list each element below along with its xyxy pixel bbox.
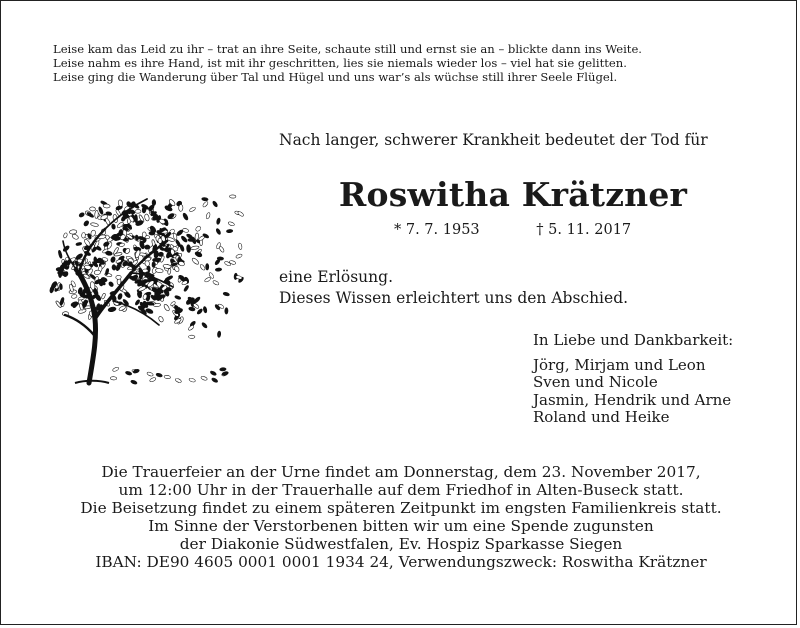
info-line: der Diakonie Südwestfalen, Ev. Hospiz Sparkasse Siegen	[179, 535, 623, 553]
mourner-name: Sven und Nicole	[533, 373, 658, 391]
leaf	[238, 243, 242, 250]
leaf	[94, 293, 102, 301]
leaf	[235, 253, 242, 259]
leaf	[202, 197, 209, 201]
leaf	[149, 377, 156, 383]
leaf	[110, 377, 117, 381]
leaf	[158, 316, 164, 323]
leaf	[117, 293, 123, 300]
leaf	[135, 209, 141, 213]
info-line: Die Beisetzung findet zu einem späteren Zeitpunkt im engsten Familienkreis statt.	[80, 499, 722, 517]
leaf	[194, 251, 202, 258]
leaf	[69, 229, 77, 234]
leaf	[219, 246, 225, 253]
leaf	[189, 206, 196, 212]
leaf	[203, 306, 208, 313]
leaf	[144, 214, 150, 222]
leaf	[175, 378, 182, 384]
leaf	[217, 331, 221, 338]
leaf	[152, 262, 156, 268]
leaf	[215, 268, 222, 272]
leaf	[182, 228, 189, 233]
leaf	[179, 244, 184, 251]
statement-line: Dieses Wissen erleichtert uns den Abschied.	[279, 289, 629, 307]
leaf	[112, 264, 117, 270]
leaf	[174, 295, 181, 300]
windblown-tree-icon	[49, 169, 249, 391]
leaf	[191, 257, 199, 265]
leaf	[222, 371, 229, 376]
leaf	[190, 245, 199, 250]
leaf	[89, 207, 95, 211]
leaf	[125, 371, 132, 376]
leaf	[130, 380, 137, 385]
leaf	[82, 232, 86, 238]
leaf	[101, 293, 106, 300]
leaf	[83, 220, 90, 227]
statement-line: eine Erlösung.	[279, 268, 393, 286]
leaf	[71, 233, 79, 240]
leaf	[78, 212, 85, 218]
mourner-name: Roland und Heike	[533, 408, 670, 426]
leaf	[237, 211, 244, 217]
leaf	[188, 325, 195, 332]
mourners	[533, 332, 733, 427]
leaf	[195, 233, 199, 241]
leaf	[186, 245, 191, 253]
info-line: IBAN: DE90 4605 0001 0001 1934 24, Verwendungszweck: Roswitha Krätzner	[95, 553, 707, 571]
leaf	[149, 231, 155, 235]
leaf	[183, 285, 189, 292]
leaf	[196, 308, 203, 315]
leaf	[206, 212, 211, 219]
poem-line: Leise nahm es ihre Hand, ist mit ihr geschritten, lies sie niemals wieder los – viel hat sie gelitten.	[53, 56, 627, 70]
leaf	[163, 264, 172, 269]
leaf	[116, 275, 122, 279]
birth-date: * 7. 7. 1953	[394, 222, 480, 238]
leaf	[155, 268, 163, 273]
leaf	[179, 204, 183, 211]
leaf	[228, 221, 235, 226]
leaf	[186, 233, 193, 239]
death-date: † 5. 11. 2017	[536, 222, 632, 238]
info-line: um 12:00 Uhr in der Trauerhalle auf dem Friedhof in Alten-Buseck statt.	[118, 481, 684, 499]
leaf	[112, 366, 119, 372]
leaf	[63, 232, 68, 238]
leaf	[212, 280, 219, 286]
poem-line: Leise kam das Leid zu ihr – trat an ihre Seite, schaute still und ernst sie an – blickte dann ins Weite.	[53, 42, 642, 56]
leaf	[202, 201, 209, 208]
leaf	[90, 222, 98, 227]
funeral-info	[1, 463, 800, 571]
leaf	[225, 308, 228, 314]
leaf	[94, 270, 101, 275]
leaf	[176, 229, 184, 236]
leaf	[214, 259, 221, 266]
leaf	[195, 226, 202, 233]
leaf	[108, 306, 117, 312]
leaf	[210, 370, 217, 376]
leaf	[216, 218, 221, 225]
leaf	[226, 229, 233, 233]
leaf	[76, 242, 82, 246]
info-line: Die Trauerfeier an der Urne findet am Donnerstag, dem 23. November 2017,	[101, 463, 701, 481]
leaf	[212, 200, 218, 207]
poem-line: Leise ging die Wanderung über Tal und Hügel und uns war’s als wüchse still ihrer Seele Flügel.	[53, 70, 618, 84]
leaf	[204, 277, 211, 283]
leaf	[115, 263, 122, 272]
leaf	[188, 307, 195, 312]
mourner-name: Jörg, Mirjam und Leon	[533, 355, 706, 374]
leaf	[164, 375, 171, 379]
leaf	[198, 235, 205, 241]
leaf	[167, 212, 175, 219]
leaf	[156, 373, 163, 378]
leaf	[59, 284, 62, 290]
leaf	[206, 264, 209, 270]
leaf	[211, 377, 218, 383]
leaf	[71, 294, 77, 299]
statement	[279, 267, 628, 309]
mourners-heading: In Liebe und Dankbarkeit:	[533, 331, 734, 349]
leaf	[70, 301, 78, 307]
mourner-name: Jasmin, Hendrik und Arne	[533, 390, 732, 409]
leaf	[158, 238, 162, 243]
leaf	[58, 250, 63, 259]
leaf	[223, 292, 230, 297]
leaf	[201, 376, 208, 381]
intro-text: Nach langer, schwerer Krankheit bedeutet der Tod für	[279, 131, 708, 149]
leaf	[220, 367, 227, 371]
leaf	[229, 195, 236, 198]
leaf	[103, 204, 110, 208]
leaf	[163, 303, 170, 311]
leaf	[199, 264, 205, 271]
leaf	[108, 281, 114, 287]
leaf	[111, 224, 115, 230]
info-line: Im Sinne der Verstorbenen bitten wir um eine Spende zugunsten	[148, 517, 654, 535]
leaf	[95, 210, 99, 218]
leaf	[142, 232, 146, 238]
leaf	[110, 256, 116, 263]
leaf	[215, 228, 221, 235]
leaf	[135, 299, 141, 306]
leaf	[147, 371, 154, 376]
leaf	[188, 335, 195, 338]
leaf	[105, 251, 112, 256]
poem	[53, 42, 753, 84]
deceased-name: Roswitha Krätzner	[338, 175, 688, 214]
leaf	[182, 212, 189, 220]
life-dates	[394, 222, 631, 238]
leaf	[189, 378, 196, 383]
leaf	[152, 200, 156, 206]
leaf	[201, 322, 208, 329]
